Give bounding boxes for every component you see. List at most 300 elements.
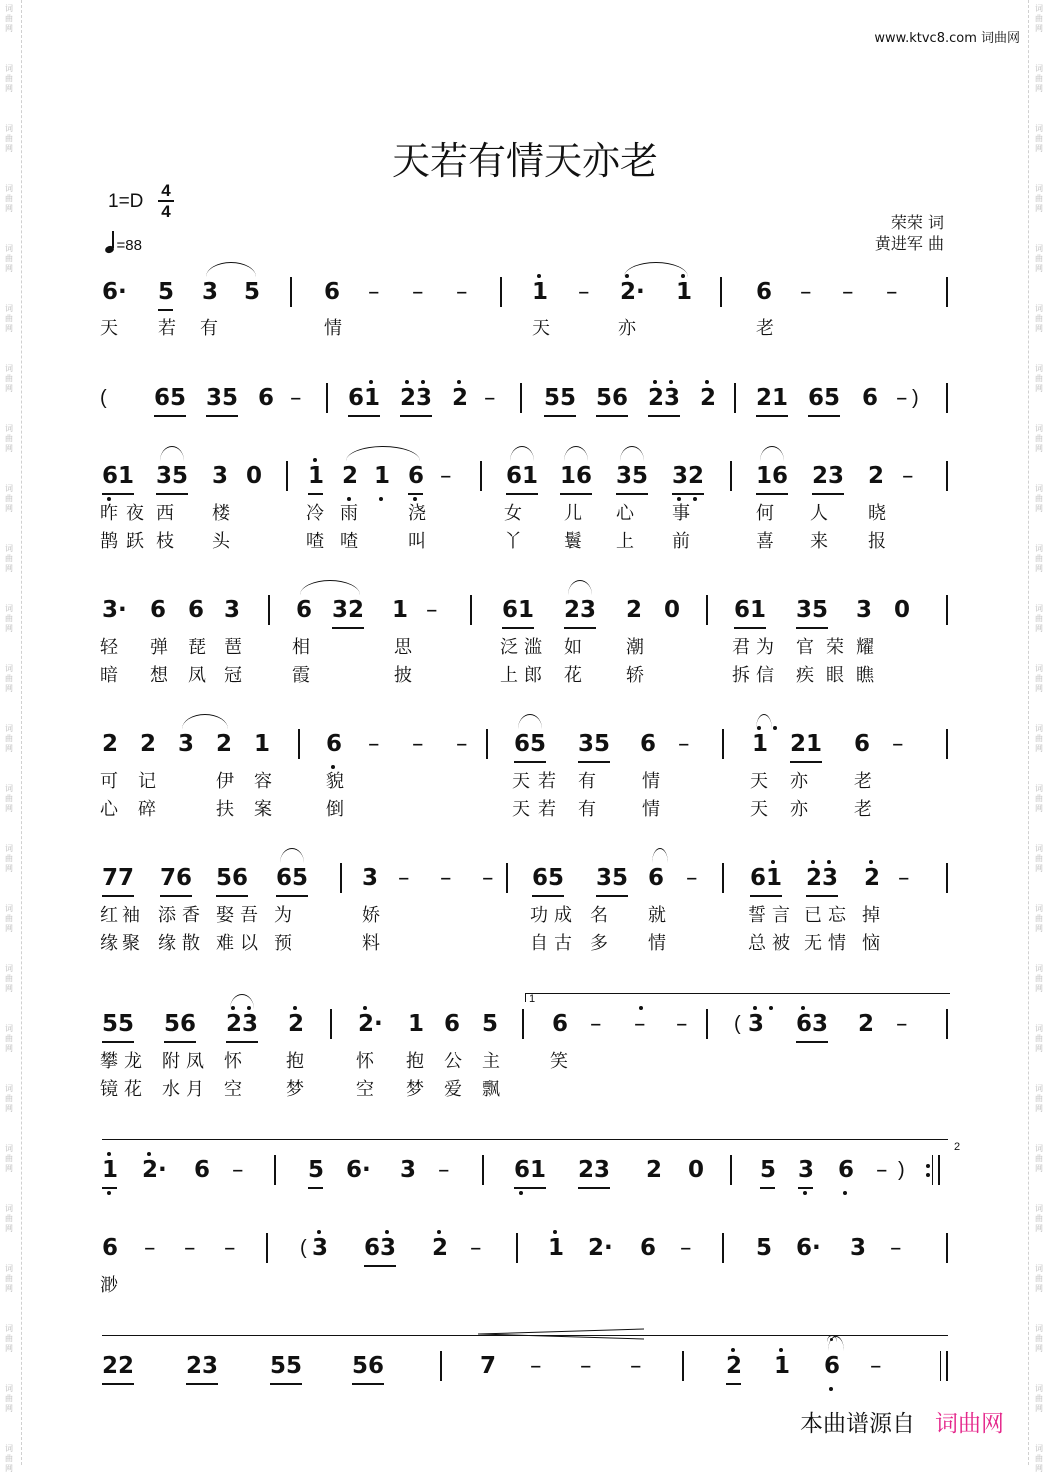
lyric-line (0, 665, 1050, 689)
watermark-char: 曲 (1035, 1394, 1043, 1403)
watermark-char: 网 (1035, 804, 1043, 813)
octave-dot-low (677, 497, 681, 501)
beam-underline (400, 415, 432, 417)
lyric-line (0, 905, 1050, 929)
note: 0 (664, 597, 681, 623)
barline (500, 277, 502, 307)
sustain-dash: – (842, 279, 854, 305)
beam-underline (102, 1187, 117, 1189)
lyric-syllable: 事 (672, 503, 690, 524)
beam-underline (156, 493, 188, 495)
beam-underline (276, 895, 308, 897)
note: 3 (202, 279, 219, 305)
beam-underline (672, 493, 704, 495)
lyric-syllable: 龙 (124, 1051, 142, 1072)
lyric-syllable: 添 (158, 905, 176, 926)
beam-underline (734, 627, 766, 629)
octave-dot-high (537, 274, 541, 278)
lyric-syllable: 西 (156, 503, 174, 524)
note: 61 (514, 1157, 547, 1183)
lyric-syllable: 暗 (100, 665, 118, 686)
lyric-syllable: 花 (124, 1079, 142, 1100)
notation-row (0, 595, 1050, 635)
lyric-line (0, 933, 1050, 957)
barline (720, 277, 722, 307)
watermark-char: 网 (5, 624, 13, 633)
lyric-syllable: 疾 (796, 665, 814, 686)
notation-row (0, 461, 1050, 501)
volta-continuation-line (102, 1139, 948, 1146)
sustain-dash: – (902, 463, 914, 489)
lyric-syllable: 袖 (122, 905, 140, 926)
watermark-char: 网 (5, 264, 13, 273)
note: 1 (676, 279, 693, 305)
note: 61 (506, 463, 539, 489)
notation-row (0, 383, 1050, 423)
lyric-syllable: 碎 (138, 799, 156, 820)
note: 6 (408, 463, 425, 489)
lyric-syllable: 亦 (790, 771, 808, 792)
beam-underline (532, 895, 564, 897)
note: 6 (326, 731, 343, 757)
lyric-syllable: 老 (756, 318, 774, 339)
watermark-char: 曲 (1035, 914, 1043, 923)
lyric-syllable: 成 (554, 905, 572, 926)
watermark-char: 曲 (5, 194, 13, 203)
sustain-dash: – (890, 1235, 902, 1261)
watermark-char: 曲 (1035, 554, 1043, 563)
note: 61 (102, 463, 135, 489)
note: 3 (798, 1157, 815, 1183)
lyric-syllable: 月 (186, 1079, 204, 1100)
lyric-syllable: 可 (100, 771, 118, 792)
slur (230, 994, 254, 1009)
lyric-syllable: 信 (756, 665, 774, 686)
crescendo-hairpin (478, 1328, 648, 1340)
beam-underline (186, 1383, 218, 1385)
note: 21 (756, 385, 789, 411)
lyric-syllable: 上 (616, 531, 634, 552)
watermark-char: 网 (5, 744, 13, 753)
octave-dot-high (293, 1006, 297, 1010)
sustain-dash: – (686, 865, 698, 891)
sustain-dash: – (440, 865, 452, 891)
lyric-syllable: 若 (538, 799, 556, 820)
slur (568, 580, 592, 595)
note: 6 (188, 597, 205, 623)
watermark-char: 网 (1035, 1404, 1043, 1413)
note: 65 (532, 865, 565, 891)
lyric-syllable: 琶 (224, 637, 242, 658)
sustain-dash: – (456, 279, 468, 305)
octave-dot-low (347, 497, 351, 501)
watermark-char: 词 (1035, 1444, 1043, 1453)
notation-row (0, 1155, 1050, 1195)
note: 55 (270, 1353, 303, 1379)
octave-dot-high (457, 380, 461, 384)
watermark-char: 词 (5, 1204, 13, 1213)
watermark-char: 网 (1035, 744, 1043, 753)
lyric-syllable: 情 (648, 933, 666, 954)
watermark-char: 词 (5, 1084, 13, 1093)
lyric-syllable: 轻 (100, 637, 118, 658)
footer-text: 本曲谱源自 (800, 1411, 915, 1437)
note: 3 (312, 1235, 329, 1261)
notation-row (0, 1233, 1050, 1273)
octave-dot-high (639, 1006, 643, 1010)
lyric-syllable: 以 (240, 933, 258, 954)
watermark-char: 曲 (5, 1394, 13, 1403)
watermark-char: 网 (1035, 504, 1043, 513)
note: 65 (276, 865, 309, 891)
lyric-syllable: 心 (616, 503, 634, 524)
watermark-char: 网 (5, 144, 13, 153)
sustain-dash: – (412, 731, 424, 757)
slur (620, 446, 644, 461)
lyric-syllable: 天 (750, 799, 768, 820)
site-url[interactable]: www.ktvc8.com 词曲网 (874, 31, 1020, 46)
sustain-dash: – (678, 731, 690, 757)
lyric-syllable: 瞧 (856, 665, 874, 686)
watermark-char: 曲 (1035, 374, 1043, 383)
barline (682, 1351, 684, 1381)
note: 65 (514, 731, 547, 757)
note: 56 (164, 1011, 197, 1037)
note: 3 (178, 731, 195, 757)
watermark-char: 曲 (1035, 1214, 1043, 1223)
lyric-syllable: 貌 (326, 771, 344, 792)
note: 6 (444, 1011, 461, 1037)
watermark-char: 网 (5, 804, 13, 813)
beam-underline (564, 627, 596, 629)
beam-underline (332, 627, 364, 629)
lyric-syllable: 郎 (524, 665, 542, 686)
watermark-char: 曲 (5, 1094, 13, 1103)
note: 23 (564, 597, 597, 623)
watermark-char: 曲 (1035, 734, 1043, 743)
open-paren: ( (100, 387, 107, 409)
watermark-char: 网 (5, 384, 13, 393)
note: 6 (150, 597, 167, 623)
lyric-syllable: 天 (512, 799, 530, 820)
slur (300, 580, 360, 595)
beam-underline (760, 1187, 775, 1189)
watermark-char: 曲 (1035, 794, 1043, 803)
lyric-syllable: 报 (868, 531, 886, 552)
barline (722, 729, 724, 759)
barline (722, 863, 724, 893)
tempo-marking (105, 231, 142, 254)
open-paren: ( (300, 1237, 307, 1259)
volta-2-number: 2 (954, 1141, 961, 1153)
note: 32 (332, 597, 365, 623)
beam-underline (502, 627, 534, 629)
watermark-char: 网 (5, 864, 13, 873)
notation-row (0, 1009, 1050, 1049)
beam-underline (756, 415, 788, 417)
note: 2· (588, 1235, 613, 1261)
note: 16 (756, 463, 789, 489)
note: 35 (596, 865, 629, 891)
watermark-char: 词 (5, 64, 13, 73)
lyric-syllable: 天 (512, 771, 530, 792)
beam-underline (796, 627, 828, 629)
watermark-char: 词 (5, 1144, 13, 1153)
lyric-syllable: 料 (362, 933, 380, 954)
watermark-char: 网 (5, 84, 13, 93)
watermark-char: 曲 (1035, 1094, 1043, 1103)
note: 1 (374, 463, 391, 489)
beam-underline (206, 415, 238, 417)
lyric-syllable: 香 (182, 905, 200, 926)
watermark-char: 词 (5, 484, 13, 493)
note: 3 (748, 1011, 765, 1037)
page-title: 天若有情天亦老 (391, 139, 658, 183)
watermark-char: 词 (1035, 364, 1043, 373)
beam-underline (544, 415, 576, 417)
watermark-char: 词 (5, 1444, 13, 1453)
watermark-char: 词 (1035, 784, 1043, 793)
slur (624, 262, 688, 277)
lyric-syllable: 雨 (340, 503, 358, 524)
note: 35 (156, 463, 189, 489)
lyric-syllable: 娶 (216, 905, 234, 926)
note: 1 (392, 597, 409, 623)
lyric-syllable: 潮 (626, 637, 644, 658)
lyric-syllable: 泛 (500, 637, 518, 658)
watermark-char: 曲 (5, 854, 13, 863)
watermark-char: 曲 (5, 314, 13, 323)
lyric-syllable: 叫 (408, 531, 426, 552)
lyric-syllable: 夜 (126, 503, 144, 524)
watermark-char: 词 (1035, 1384, 1043, 1393)
note: 6 (756, 279, 773, 305)
slur (510, 446, 534, 461)
octave-dot-high (107, 1152, 111, 1156)
lyric-syllable: 怀 (224, 1051, 242, 1072)
time-signature-top: 4 (161, 181, 171, 200)
watermark-char: 曲 (5, 134, 13, 143)
barline (266, 1233, 268, 1263)
note: 6 (862, 385, 879, 411)
watermark-char: 曲 (5, 1334, 13, 1343)
note: 61 (734, 597, 767, 623)
octave-dot-low (379, 497, 383, 501)
barline (734, 383, 736, 413)
note: 35 (796, 597, 829, 623)
lyric-syllable: 总 (748, 933, 766, 954)
sustain-dash: – (898, 865, 910, 891)
note: 5 (244, 279, 261, 305)
beam-underline (756, 493, 788, 495)
lyric-syllable: 浇 (408, 503, 426, 524)
note: 2 (288, 1011, 305, 1037)
barline (522, 1009, 524, 1039)
note: 35 (578, 731, 611, 757)
watermark-char: 曲 (1035, 494, 1043, 503)
note: 35 (616, 463, 649, 489)
lyric-line (0, 799, 1050, 823)
watermark-char: 词 (5, 424, 13, 433)
note: 6 (824, 1353, 841, 1379)
lyric-syllable: 飘 (482, 1079, 500, 1100)
watermark-char: 曲 (1035, 974, 1043, 983)
beam-underline (560, 493, 592, 495)
lyric-syllable: 鬟 (564, 531, 582, 552)
sustain-dash: – (456, 731, 468, 757)
lyric-syllable: 誓 (748, 905, 766, 926)
octave-dot-high (385, 1230, 389, 1234)
watermark-char: 曲 (5, 494, 13, 503)
octave-dot-high (731, 1348, 735, 1352)
watermark-char: 曲 (5, 14, 13, 23)
sustain-dash: – (578, 279, 590, 305)
barline (516, 1233, 518, 1263)
note: 23 (186, 1353, 219, 1379)
watermark-char: 网 (5, 684, 13, 693)
watermark-char: 曲 (5, 794, 13, 803)
lyric-syllable: 鹊 (100, 531, 118, 552)
sustain-dash: – (676, 1011, 688, 1037)
beam-underline (102, 1041, 134, 1043)
watermark-char: 网 (1035, 1284, 1043, 1293)
note: 3 (362, 865, 379, 891)
repeat-barline (938, 1155, 940, 1185)
notation-row (0, 863, 1050, 903)
note: 21 (790, 731, 823, 757)
note: 61 (502, 597, 535, 623)
note: 23 (400, 385, 433, 411)
tempo-value: =88 (116, 237, 142, 254)
lyric-syllable: 爱 (444, 1079, 462, 1100)
watermark-char: 曲 (5, 74, 13, 83)
watermark-char: 曲 (1035, 1274, 1043, 1283)
watermark-char: 曲 (5, 1274, 13, 1283)
watermark-char: 曲 (5, 254, 13, 263)
note: 6 (640, 731, 657, 757)
octave-dot-high (769, 1006, 773, 1010)
watermark-char: 网 (1035, 24, 1043, 33)
lyric-syllable: 老 (854, 799, 872, 820)
watermark-char: 曲 (1035, 254, 1043, 263)
beam-underline (798, 1187, 813, 1189)
watermark-char: 词 (1035, 1324, 1043, 1333)
lyric-syllable: 有 (578, 799, 596, 820)
watermark-char: 词 (5, 4, 13, 13)
lyric-syllable: 水 (162, 1079, 180, 1100)
footer-site-link[interactable]: 词曲网 (935, 1411, 1004, 1437)
lyric-syllable: 枝 (156, 531, 174, 552)
watermark-char: 网 (5, 924, 13, 933)
octave-dot-high (369, 380, 373, 384)
note: 65 (154, 385, 187, 411)
beam-underline (164, 1041, 196, 1043)
lyric-syllable: 怀 (356, 1051, 374, 1072)
lyric-syllable: 抱 (286, 1051, 304, 1072)
lyric-syllable: 心 (100, 799, 118, 820)
octave-dot-high (363, 1006, 367, 1010)
lyric-syllable: 君 (732, 637, 750, 658)
lyric-syllable: 倒 (326, 799, 344, 820)
watermark-char: 网 (1035, 924, 1043, 933)
watermark-char: 网 (1035, 144, 1043, 153)
note: 7 (480, 1353, 497, 1379)
lyric-syllable: 亦 (790, 799, 808, 820)
lyric-syllable: 何 (756, 503, 774, 524)
sustain-dash: – (800, 279, 812, 305)
sustain-dash: – (896, 385, 908, 411)
lyric-syllable: 冷 (306, 503, 324, 524)
watermark-char: 曲 (1035, 674, 1043, 683)
watermark-char: 词 (5, 1324, 13, 1333)
sustain-dash: – (368, 731, 380, 757)
lyric-syllable: 抱 (406, 1051, 424, 1072)
lyric-syllable: 聚 (122, 933, 140, 954)
note: 1 (774, 1353, 791, 1379)
note: 2 (626, 597, 643, 623)
watermark-char: 网 (1035, 444, 1043, 453)
octave-dot-low (107, 1191, 111, 1195)
note: 22 (102, 1353, 135, 1379)
note: 2· (620, 279, 645, 305)
note: 0 (894, 597, 911, 623)
lyric-syllable: 凤 (188, 665, 206, 686)
key-signature: 1=D (108, 191, 144, 212)
watermark-char: 词 (1035, 1264, 1043, 1273)
lyric-syllable: 镜 (100, 1079, 118, 1100)
barline (268, 595, 270, 625)
beam-underline (648, 415, 680, 417)
watermark-char: 曲 (1035, 1034, 1043, 1043)
note: 5 (482, 1011, 499, 1037)
note: 65 (808, 385, 841, 411)
barline (706, 1009, 708, 1039)
watermark-char: 词 (5, 364, 13, 373)
watermark-char: 网 (5, 204, 13, 213)
lyric-syllable: 霞 (292, 665, 310, 686)
watermark-char: 曲 (5, 434, 13, 443)
lyricist: 荣荣 词 (890, 213, 944, 232)
note: 1 (532, 279, 549, 305)
lyric-syllable: 弹 (150, 637, 168, 658)
watermark-char: 网 (1035, 84, 1043, 93)
watermark-char: 词 (1035, 4, 1043, 13)
watermark-char: 词 (1035, 424, 1043, 433)
watermark-char: 网 (1035, 1164, 1043, 1173)
note: 3 (850, 1235, 867, 1261)
note: 6 (258, 385, 275, 411)
watermark-char: 词 (1035, 544, 1043, 553)
watermark-char: 网 (5, 1164, 13, 1173)
lyric-syllable: 思 (394, 637, 412, 658)
watermark-char: 曲 (1035, 14, 1043, 23)
beam-underline (796, 1041, 828, 1043)
watermark-char: 词 (1035, 1204, 1043, 1213)
lyric-line (0, 637, 1050, 661)
watermark-char: 网 (1035, 324, 1043, 333)
notation-row (0, 277, 1050, 317)
lyric-syllable: 若 (538, 771, 556, 792)
watermark-char: 词 (1035, 64, 1043, 73)
beam-underline (102, 1383, 134, 1385)
lyric-syllable: 上 (500, 665, 518, 686)
lyric-syllable: 女 (504, 503, 522, 524)
watermark-char: 曲 (5, 674, 13, 683)
lyric-syllable: 记 (138, 771, 156, 792)
note: 23 (806, 865, 839, 891)
notation-row (0, 1351, 1050, 1391)
sustain-dash: – (634, 1011, 646, 1037)
